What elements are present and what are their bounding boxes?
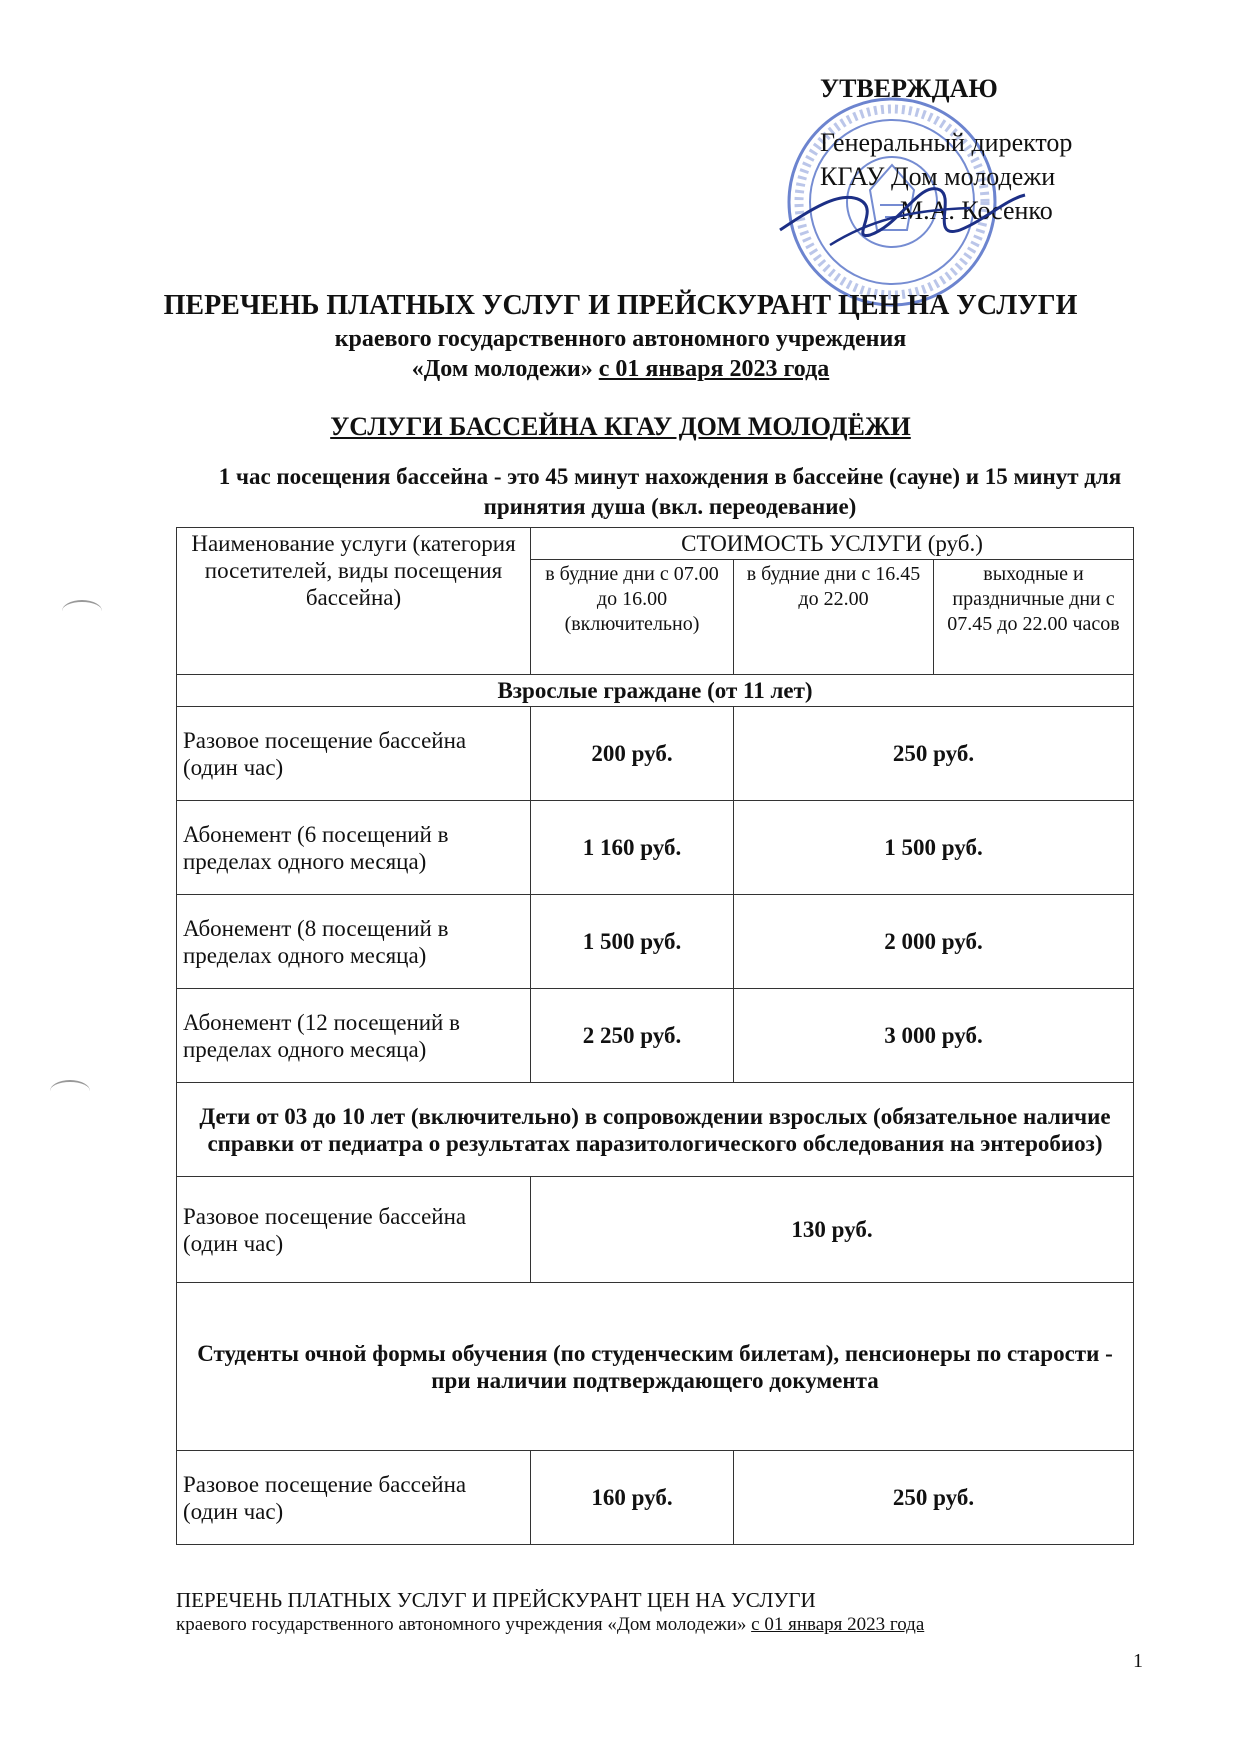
table-row	[177, 989, 1134, 1083]
price-evening-weekend: 1 500 руб.	[734, 801, 1134, 895]
document-title: ПЕРЕЧЕНЬ ПЛАТНЫХ УСЛУГ И ПРЕЙСКУРАНТ ЦЕН НА УСЛУГИ	[163, 290, 1078, 321]
price-weekday-morning: 2 250 руб.	[531, 989, 734, 1083]
column-header-name: Наименование услуги (категория посетителей, виды посещения бассейна)	[177, 528, 531, 675]
price-table	[176, 527, 1134, 1545]
price-weekday-morning: 200 руб.	[531, 707, 734, 801]
approval-title: УТВЕРЖДАЮ	[820, 74, 998, 103]
column-header-weekend: выходные и праздничные дни с 07.45 до 22.00 часов	[934, 560, 1134, 675]
document-subtitle-date	[0, 356, 1241, 383]
price-evening-weekend: 3 000 руб.	[734, 989, 1134, 1083]
section-adults: Взрослые граждане (от 11 лет)	[177, 675, 1134, 707]
org-name: «Дом молодежи»	[411, 356, 593, 382]
table-row	[177, 1177, 1134, 1283]
service-name: Абонемент (12 посещений в пределах одного месяца)	[177, 989, 531, 1083]
price-weekday-morning: 1 500 руб.	[531, 895, 734, 989]
service-name: Абонемент (6 посещений в пределах одного месяца)	[177, 801, 531, 895]
table-row	[177, 895, 1134, 989]
price-evening-weekend: 2 000 руб.	[734, 895, 1134, 989]
service-name: Абонемент (8 посещений в пределах одного месяца)	[177, 895, 531, 989]
footer-subtitle	[176, 1614, 924, 1636]
column-header-weekday-morning: в будние дни с 07.00 до 16.00 (включительно)	[531, 560, 734, 675]
column-header-weekday-evening: в будние дни с 16.45 до 22.00	[734, 560, 934, 675]
price-children: 130 руб.	[531, 1177, 1134, 1283]
footer-org: краевого государственного автономного учреждения «Дом молодежи»	[176, 1614, 747, 1635]
section-children: Дети от 03 до 10 лет (включительно) в сопровождении взрослых (обязательное наличие справки от педиатра о результатах паразитологического обследования на энтеробиоз)	[177, 1083, 1134, 1177]
service-name: Разовое посещение бассейна (один час)	[177, 707, 531, 801]
table-row	[177, 707, 1134, 801]
visit-note: 1 час посещения бассейна - это 45 минут нахождения в бассейне (сауне) и 15 минут для принятия душа (вкл. переодевание)	[218, 464, 1122, 519]
table-row	[177, 801, 1134, 895]
table-header-row	[177, 528, 1134, 560]
approval-org: КГАУ Дом молодежи	[820, 162, 1056, 191]
footer-title: ПЕРЕЧЕНЬ ПЛАТНЫХ УСЛУГ И ПРЕЙСКУРАНТ ЦЕН НА УСЛУГИ	[176, 1588, 816, 1612]
table-row	[177, 1451, 1134, 1545]
price-evening-weekend: 250 руб.	[734, 707, 1134, 801]
price-weekday-morning: 1 160 руб.	[531, 801, 734, 895]
service-name: Разовое посещение бассейна (один час)	[177, 1177, 531, 1283]
approval-position: Генеральный директор	[820, 128, 1073, 157]
document-subtitle: краевого государственного автономного учреждения	[334, 326, 907, 352]
section-row	[177, 1083, 1134, 1177]
section-students: Студенты очной формы обучения (по студенческим билетам), пенсионеры по старости - при наличии подтверждающего документа	[177, 1283, 1134, 1451]
approval-name: М.А. Косенко	[900, 196, 1053, 225]
price-evening-weekend: 250 руб.	[734, 1451, 1134, 1545]
punch-hole-mark	[50, 1080, 90, 1102]
price-weekday-morning: 160 руб.	[531, 1451, 734, 1545]
service-name: Разовое посещение бассейна (один час)	[177, 1451, 531, 1545]
page-number: 1	[1133, 1650, 1143, 1672]
section-row	[177, 1283, 1134, 1451]
column-header-cost: СТОИМОСТЬ УСЛУГИ (руб.)	[531, 528, 1134, 560]
punch-hole-mark	[62, 600, 102, 622]
footer-date: с 01 января 2023 года	[751, 1614, 925, 1635]
section-row	[177, 675, 1134, 707]
effective-date: с 01 января 2023 года	[598, 356, 830, 382]
signature	[770, 150, 1030, 270]
section-title: УСЛУГИ БАССЕЙНА КГАУ ДОМ МОЛОДЁЖИ	[330, 412, 911, 441]
